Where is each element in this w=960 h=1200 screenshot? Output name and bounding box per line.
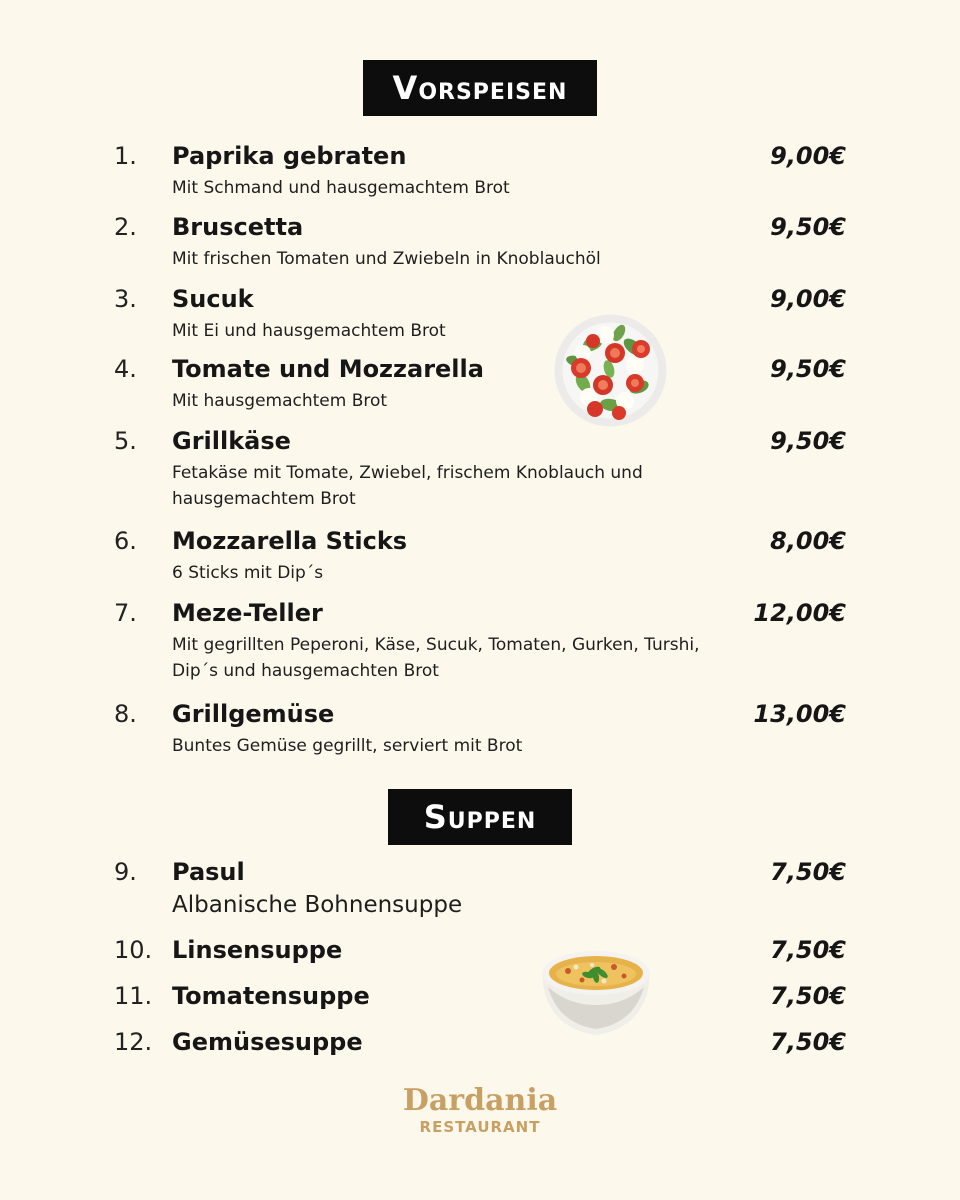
item-description: Buntes Gemüse gegrillt, serviert mit Brot <box>172 736 523 756</box>
item-price: 13,00€ <box>753 700 846 728</box>
item-name: Pasul <box>172 858 245 886</box>
item-number: 5. <box>114 427 137 455</box>
item-number: 2. <box>114 213 137 241</box>
item-number: 3. <box>114 285 137 313</box>
item-number: 10. <box>114 936 153 964</box>
item-description: Fetakäse mit Tomate, Zwiebel, frischem Knoblauch und hausgemachtem Brot <box>172 463 643 509</box>
item-price: 9,50€ <box>770 355 846 383</box>
logo-name: Dardania <box>402 1083 558 1118</box>
item-number: 12. <box>114 1028 153 1056</box>
item-price: 7,50€ <box>770 858 846 886</box>
item-name: Mozzarella Sticks <box>172 527 408 555</box>
item-number: 8. <box>114 700 137 728</box>
item-description: Mit gegrillten Peperoni, Käse, Sucuk, Tomaten, Gurken, Turshi, Dip´s und hausgemachten Brot <box>172 635 700 681</box>
section-title-soups: Suppen <box>388 789 572 845</box>
item-name: Bruscetta <box>172 213 304 241</box>
item-description: Mit hausgemachtem Brot <box>172 391 388 411</box>
item-description: Albanische Bohnensuppe <box>172 892 463 918</box>
item-name: Meze-Teller <box>172 599 323 627</box>
caprese-salad-icon <box>553 313 668 428</box>
item-name: Tomate und Mozzarella <box>172 355 484 383</box>
item-name: Gemüsesuppe <box>172 1028 363 1056</box>
item-number: 7. <box>114 599 137 627</box>
item-description: Mit Schmand und hausgemachtem Brot <box>172 178 510 198</box>
item-price: 9,50€ <box>770 213 846 241</box>
item-number: 6. <box>114 527 137 555</box>
item-description: Mit frischen Tomaten und Zwiebeln in Knoblauchöl <box>172 249 601 269</box>
item-price: 12,00€ <box>753 599 846 627</box>
item-description: Mit Ei und hausgemachtem Brot <box>172 321 446 341</box>
item-price: 7,50€ <box>770 936 846 964</box>
item-price: 9,00€ <box>770 285 846 313</box>
item-name: Tomatensuppe <box>172 982 370 1010</box>
item-name: Grillkäse <box>172 427 291 455</box>
restaurant-logo <box>380 1084 580 1136</box>
item-price: 9,00€ <box>770 142 846 170</box>
item-number: 1. <box>114 142 137 170</box>
item-price: 7,50€ <box>770 1028 846 1056</box>
item-number: 11. <box>114 982 153 1010</box>
logo-subtitle: RESTAURANT <box>419 1118 541 1136</box>
item-name: Linsensuppe <box>172 936 343 964</box>
item-price: 9,50€ <box>770 427 846 455</box>
section-title-starters: Vorspeisen <box>363 60 597 116</box>
item-name: Sucuk <box>172 285 254 313</box>
item-name: Paprika gebraten <box>172 142 407 170</box>
item-name: Grillgemüse <box>172 700 335 728</box>
soup-bowl-icon <box>538 943 654 1039</box>
item-price: 7,50€ <box>770 982 846 1010</box>
item-description: 6 Sticks mit Dip´s <box>172 563 324 583</box>
item-number: 4. <box>114 355 137 383</box>
item-number: 9. <box>114 858 137 886</box>
item-price: 8,00€ <box>770 527 846 555</box>
